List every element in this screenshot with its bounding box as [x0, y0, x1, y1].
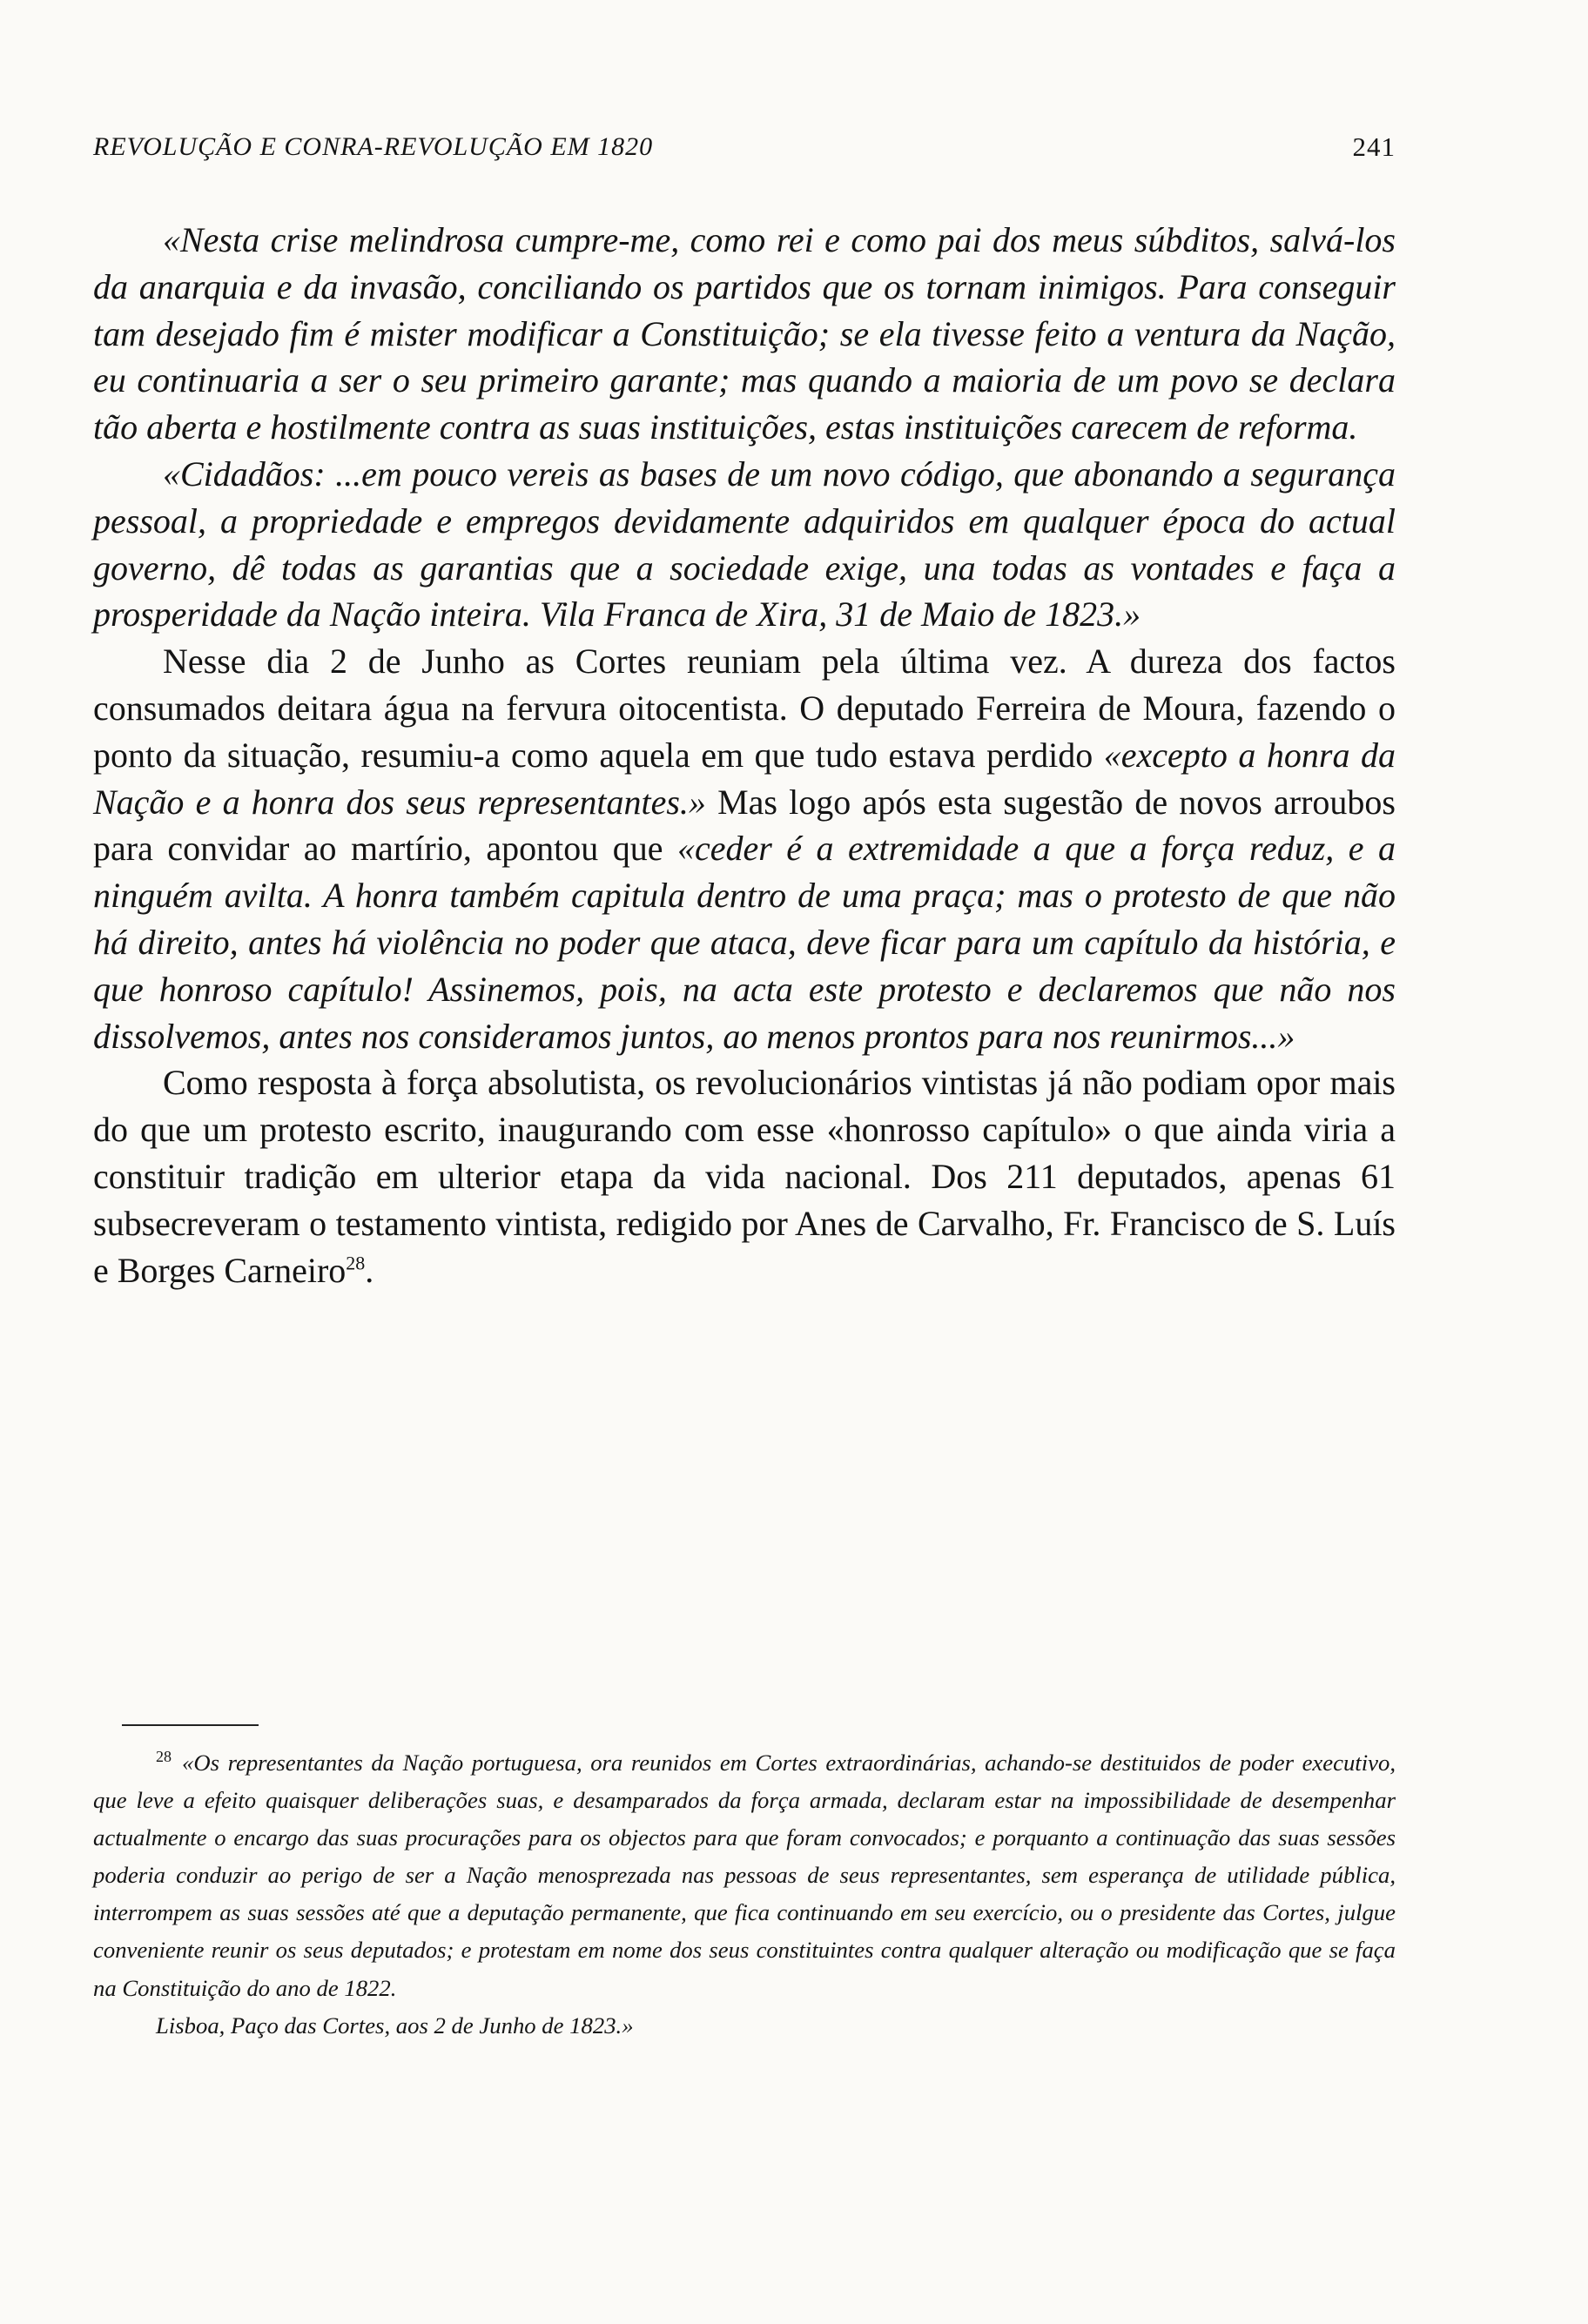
page-number: 241: [1352, 131, 1396, 162]
paragraph-end-punctuation: .: [365, 1250, 374, 1290]
footnote-closing-line: Lisboa, Paço das Cortes, aos 2 de Junho de 1823.»: [156, 2012, 634, 2039]
absolutist-response-paragraph: [93, 1059, 1396, 1293]
footnote-text: «Os representantes da Nação portuguesa, ora reunidos em Cortes extraordinárias, achando-se destituidos de poder executivo, que leve a efeito quaisquer deliberações suas, e desamparados da força armada, declaram estar na impossibilidade de desempenhar actualmente o encargo das suas procurações para os objectos para que foram convocados; e porquanto a continuação das suas sessões poderia conduzir ao perigo de ser a Nação menosprezada nas pessoas de seus representantes, sem esperança de utilidade pública, interrompem as suas sessões até que a deputação permanente, que fica continuando em seu exercício, ou o presidente das Cortes, julgue conveniente reunir os seus deputados; e protestam em nome dos seus constituintes contra qualquer alteração ou modificação que se faça na Constituição do ano de 1822.: [93, 1750, 1396, 2001]
royal-proclamation-quote: «Nesta crise melindrosa cumpre-me, como rei e como pai dos meus súbditos, salvá-los da anarquia e da invasão, conciliando os partidos que os tornam inimigos. Para conseguir tam desejado fim é mister modificar a Constituição; se ela tivesse feito a ventura da Nação, eu continuaria a ser o seu primeiro garante; mas quando a maioria de um povo se declara tão aberta e hostilmente contra as suas instituições, estas instituições carecem de reforma.: [93, 220, 1396, 447]
footnote-rule: [122, 1724, 259, 1726]
protest-quote: «ceder é a extremidade a que a força reduz, e a ninguém avilta. A honra também capitula dentro de uma praça; mas o protesto de que não há direito, antes há violência no poder que ataca, deve ficar para um capítulo da história, e que honroso capítulo! Assinemos, pois, na acta este protesto e declaremos que não nos dissolvemos, antes nos consideramos juntos, ao menos prontos para nos reunirmos...»: [93, 829, 1396, 1056]
footnote-28: [93, 1744, 1396, 2007]
footnote-reference: 28: [346, 1252, 366, 1274]
running-title: REVOLUÇÃO E CONRA-REVOLUÇÃO EM 1820: [93, 132, 654, 161]
footnote-marker: 28: [156, 1748, 172, 1766]
absolutist-response-text: Como resposta à força absolutista, os revolucionários vintistas já não podiam opor mais do que um protesto escrito, inaugurando com esse «honrosso capítulo» o que ainda viria a constituir tradição em ulterior etapa da vida nacional. Dos 211 deputados, apenas 61 subsecreveram o testamento vintista, redigido por Anes de Carvalho, Fr. Francisco de S. Luís e Borges Carneiro: [93, 1063, 1396, 1290]
honor-quote: «excepto a honra da Nação e a honra dos seus representantes.»: [93, 735, 1396, 822]
footnotes: [93, 1744, 1396, 2045]
june-session-paragraph: [93, 638, 1396, 1059]
main-text: [93, 217, 1396, 1293]
running-head: [93, 125, 1396, 169]
citizens-quote: «Cidadãos: ...em pouco vereis as bases de um novo código, que abonando a segurança pessoal, a propriedade e empregos devidamente adquiridos em qualquer época do actual governo, dê todas as garantias que a sociedade exige, una todas as vontades e faça a prosperidade da Nação inteira. Vila Franca de Xira, 31 de Maio de 1823.»: [93, 453, 1396, 635]
june-session-text-1: Nesse dia 2 de Junho as Cortes reuniam pela última vez. A dureza dos factos consumados deitara água na fervura oitocentista. O deputado Ferreira de Moura, fazendo o ponto da situação, resumiu-a como aquela em que tudo estava perdido: [93, 641, 1396, 775]
june-session-text-2: Mas logo após esta sugestão de novos arroubos para convidar ao martírio, apontou que: [93, 782, 1396, 869]
